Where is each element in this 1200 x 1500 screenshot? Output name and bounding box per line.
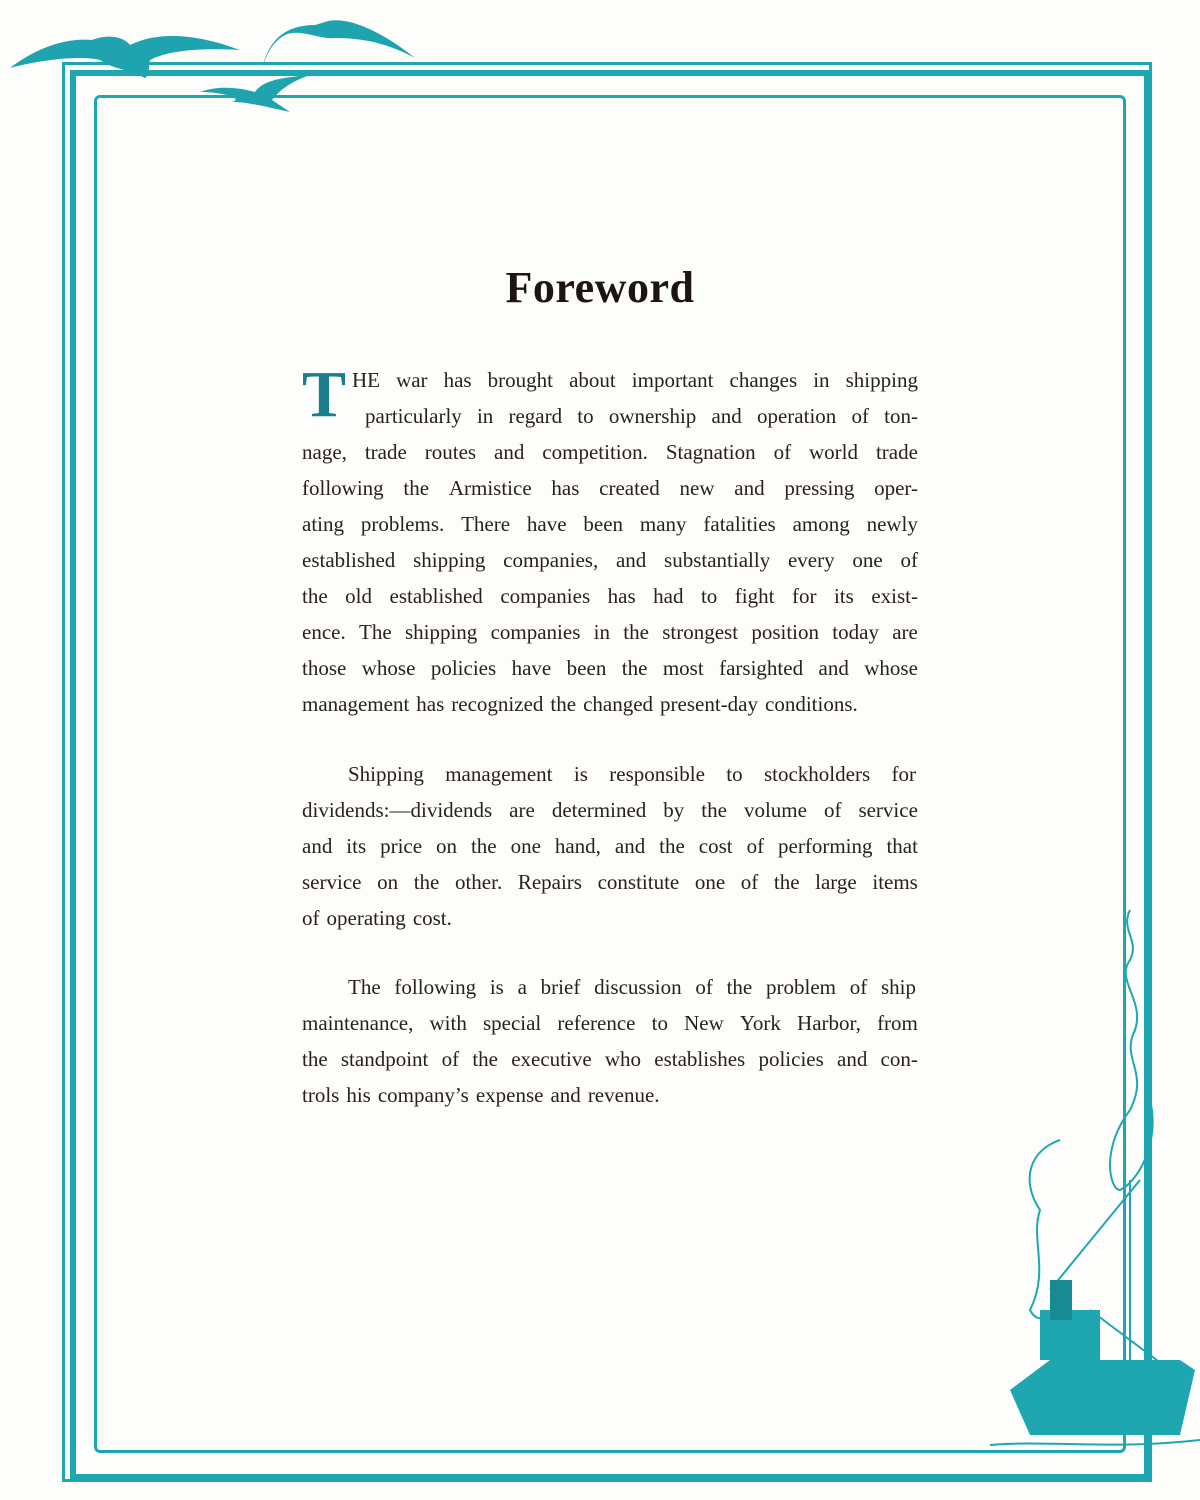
- text-line: and its price on the one hand, and the cost of performing that: [302, 834, 918, 858]
- seagulls-illustration: [0, 0, 430, 120]
- text-line: management has recognized the changed present-day conditions.: [302, 692, 858, 716]
- text-line: those whose policies have been the most farsighted and whose: [302, 656, 918, 680]
- text-line: HE war has brought about important changes in shipping: [352, 368, 918, 392]
- text-line: Shipping management is responsible to stockholders for: [348, 762, 916, 786]
- text-line: of operating cost.: [302, 906, 452, 930]
- steamship-illustration: [990, 890, 1200, 1470]
- text-line: The following is a brief discussion of the problem of ship: [348, 975, 916, 999]
- text-line: nage, trade routes and competition. Stagnation of world trade: [302, 440, 918, 464]
- text-line: particularly in regard to ownership and operation of ton-: [365, 404, 918, 428]
- drop-cap: T: [302, 358, 347, 431]
- text-line: the old established companies has had to fight for its exist-: [302, 584, 918, 608]
- text-line: dividends:—dividends are determined by the volume of service: [302, 798, 918, 822]
- text-line: maintenance, with special reference to New York Harbor, from: [302, 1011, 918, 1035]
- text-line: ence. The shipping companies in the strongest position today are: [302, 620, 918, 644]
- text-line: trols his company’s expense and revenue.: [302, 1083, 660, 1107]
- text-line: the standpoint of the executive who establishes policies and con-: [302, 1047, 918, 1071]
- text-line: established shipping companies, and substantially every one of: [302, 548, 918, 572]
- text-line: following the Armistice has created new and pressing oper-: [302, 476, 918, 500]
- text-line: ating problems. There have been many fatalities among newly: [302, 512, 918, 536]
- page-title: Foreword: [505, 263, 695, 312]
- text-line: service on the other. Repairs constitute one of the large items: [302, 870, 918, 894]
